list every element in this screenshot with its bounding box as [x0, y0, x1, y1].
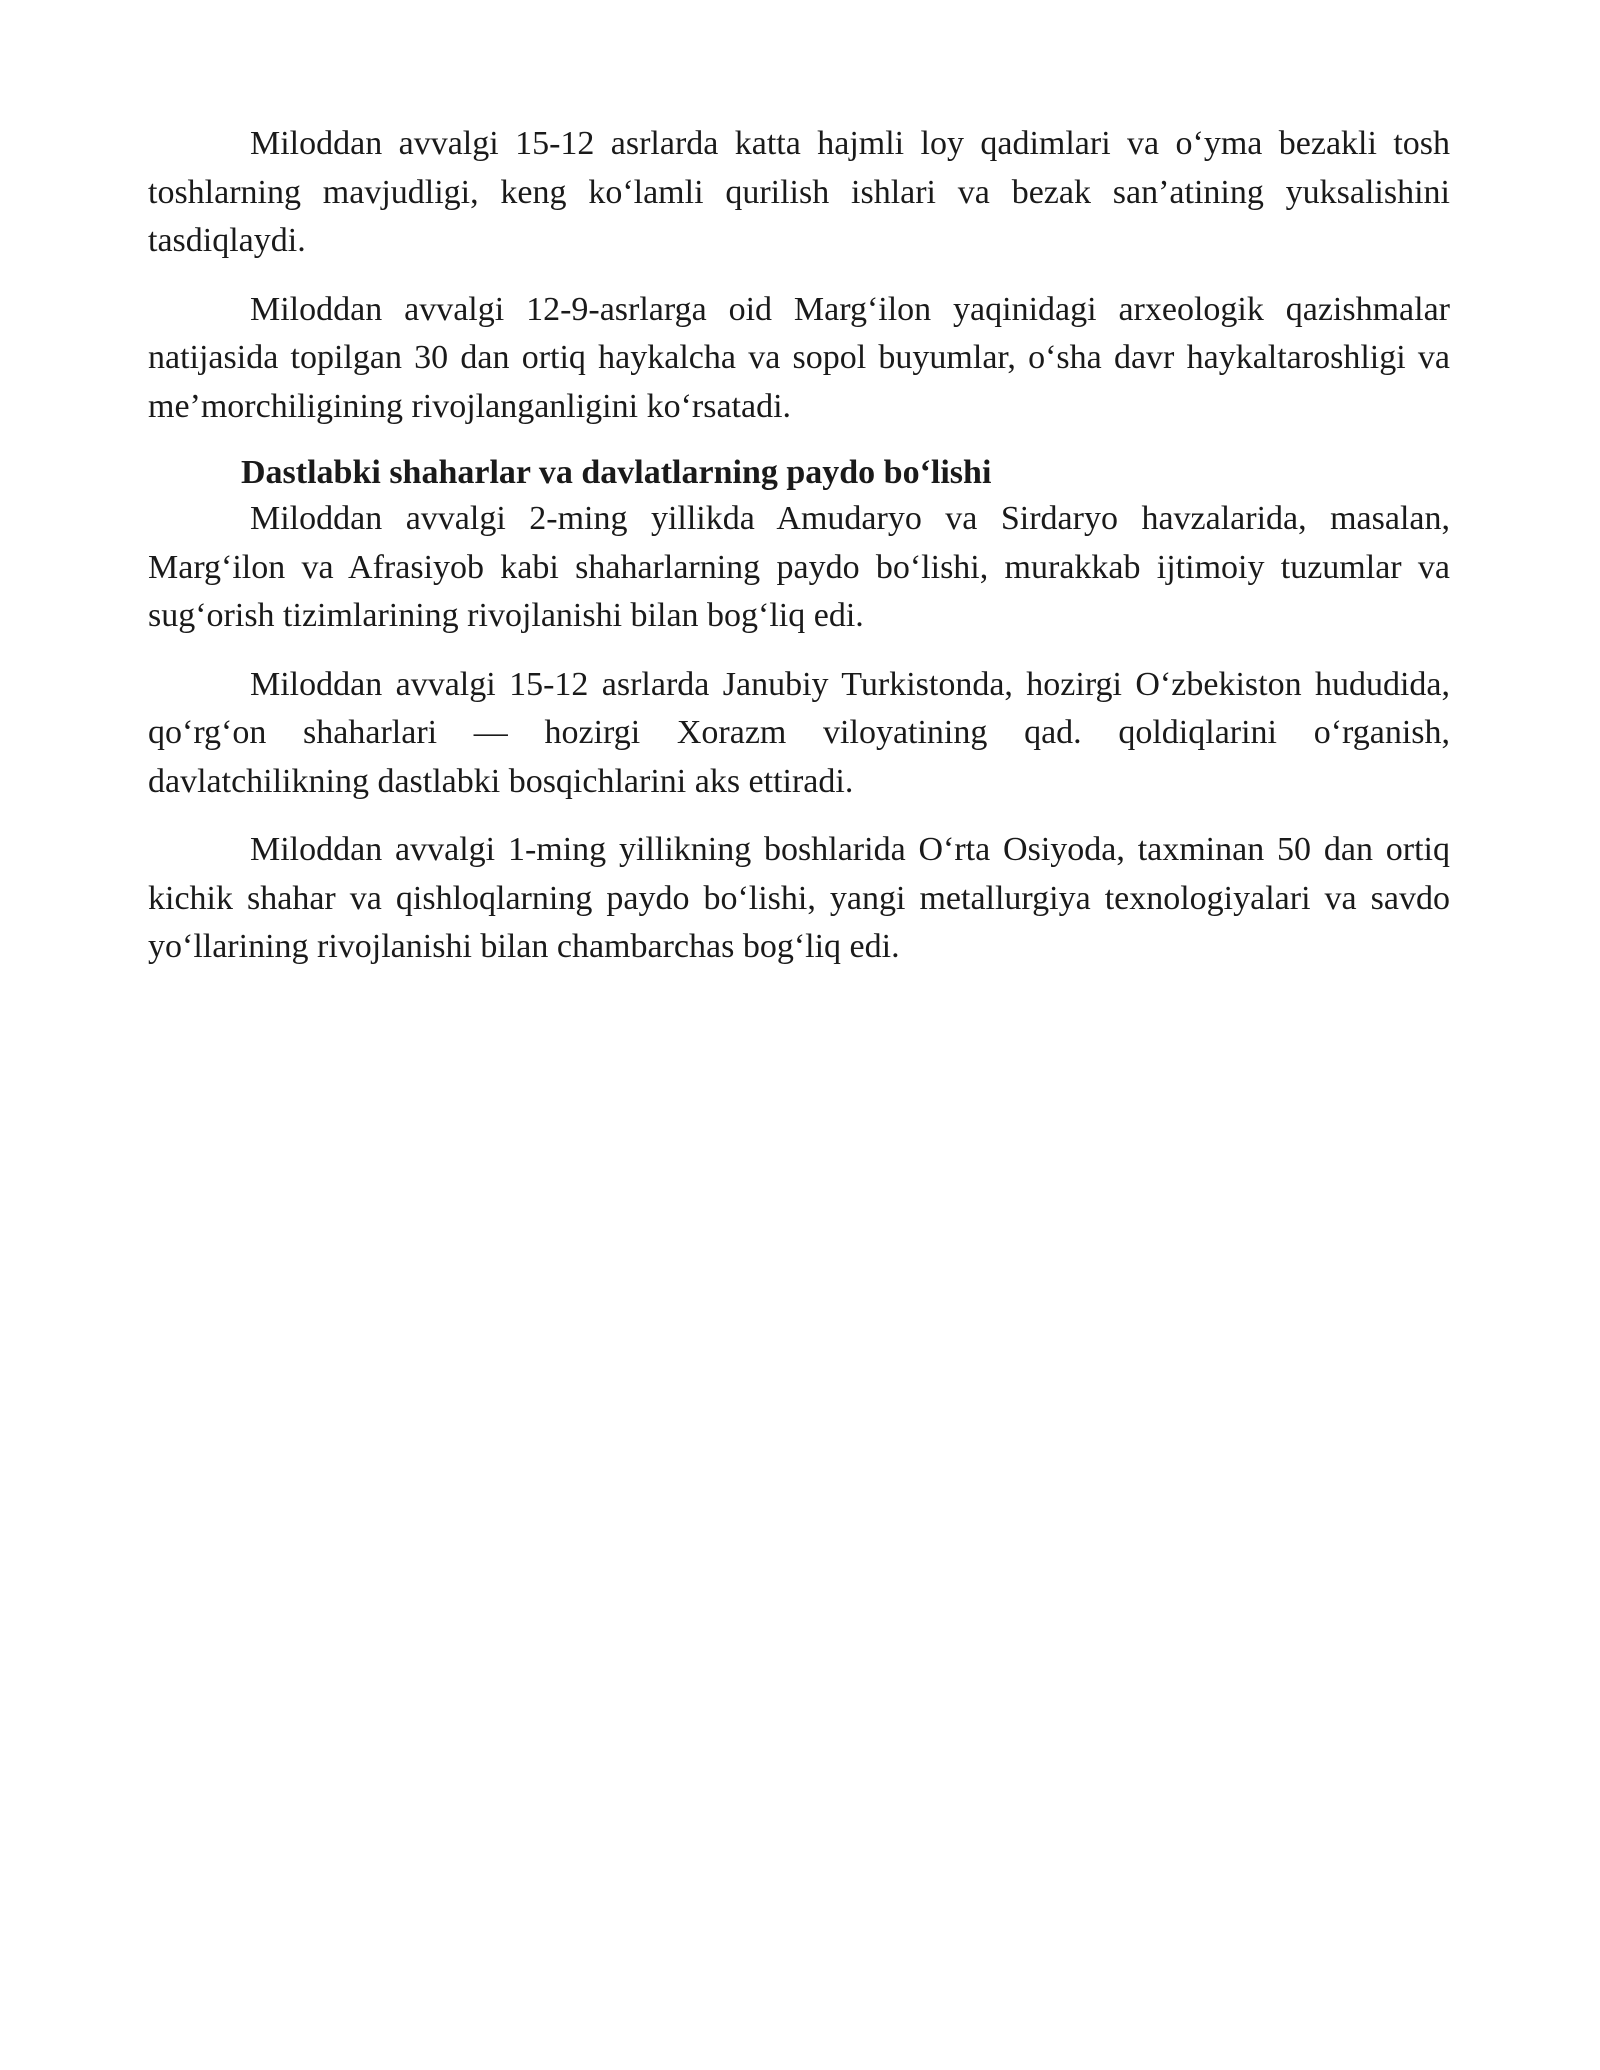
paragraph-2: Miloddan avvalgi 12-9-asrlarga oid Marg‘ilon yaqinidagi arxeologik qazishmalar natijasida topilgan 30 dan ortiq haykalcha va sopol buyumlar, o‘sha davr haykaltaroshligi va me’morchiligining rivojlanganligini ko‘rsatadi. [148, 290, 1450, 425]
paragraph-1: Miloddan avvalgi 15-12 asrlarda katta hajmli loy qadimlari va o‘yma bezakli tosh toshlarning mavjudligi, keng ko‘lamli qurilish ishlari va bezak san’atining yuksalishini tasdiqlaydi. [148, 125, 1450, 259]
section-heading: Dastlabki shaharlar va davlatlarning paydo bo‘lishi [241, 454, 992, 491]
paragraph-4: Miloddan avvalgi 15-12 asrlarda Janubiy Turkistonda, hozirgi O‘zbekiston hududida, qo‘rg‘on shaharlari — hozirgi Xorazm viloyatining qad. qoldiqlarini o‘rganish, davlatchilikning dastlabki bosqichlarini aks ettiradi. [148, 665, 1450, 800]
paragraph-5: Miloddan avvalgi 1-ming yillikning boshlarida O‘rta Osiyoda, taxminan 50 dan ortiq kichik shahar va qishloqlarning paydo bo‘lishi, yangi metallurgiya texnologiyalari va savdo yo‘llarining rivojlanishi bilan chambarchas bog‘liq edi. [148, 831, 1450, 965]
document-page [148, 120, 1450, 992]
paragraph-3: Miloddan avvalgi 2-ming yillikda Amudaryo va Sirdaryo havzalarida, masalan, Marg‘ilon va Afrasiyob kabi shaharlarning paydo bo‘lishi, murakkab ijtimoiy tuzumlar va sug‘orish tizimlarining rivojlanishi bilan bog‘liq edi. [148, 500, 1450, 634]
